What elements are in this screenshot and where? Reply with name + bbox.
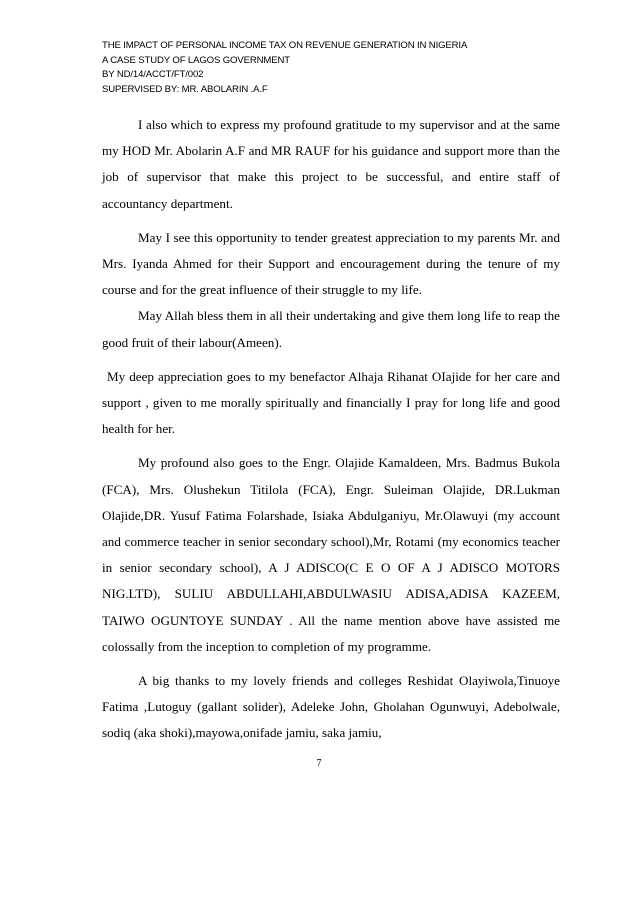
header-case-study: A CASE STUDY OF LAGOS GOVERNMENT bbox=[102, 54, 291, 66]
paragraph-gratitude-supervisor: I also which to express my profound gratitude to my supervisor and at the same my HOD Mr. Abolarin A.F and MR RAUF for his guidance and support more than the job of supervisor that make this project to be successful, and entire staff of accountancy department. bbox=[102, 117, 560, 211]
document-body bbox=[102, 112, 560, 747]
paragraph-benefactor: My deep appreciation goes to my benefactor Alhaja Rihanat OIajide for her care and support , given to me morally spiritually and financially I pray for long life and good health for her. bbox=[102, 368, 560, 437]
paragraph-parents: May I see this opportunity to tender greatest appreciation to my parents Mr. and Mrs. Iyanda Ahmed for their Support and encouragement during the tenure of my course and for the great influence of their struggle to my life. bbox=[102, 229, 560, 298]
header-student-id: BY ND/14/ACCT/FT/002 bbox=[102, 69, 204, 80]
paragraph-friends: A big thanks to my lovely friends and colleges Reshidat Olayiwola,Tinuoye Fatima ,Lutoguy (gallant solider), Adeleke John, Gholahan Ogunwuyi, Adebolwale, sodiq (aka shoki),mayowa,onifade jamiu, saka jamiu, bbox=[102, 673, 560, 741]
paragraph-blessing: May Allah bless them in all their undertaking and give them long life to reap the good fruit of their labour(Ameen). bbox=[102, 308, 560, 350]
page-number: 7 bbox=[316, 758, 322, 769]
header-title: THE IMPACT OF PERSONAL INCOME TAX ON REVENUE GENERATION IN NIGERIA bbox=[102, 40, 468, 51]
paragraph-acknowledged-people: My profound also goes to the Engr. Olajide Kamaldeen, Mrs. Badmus Bukola (FCA), Mrs. Olushekun Titilola (FCA), Engr. Suleiman Olajide, DR.Lukman Olajide,DR. Yusuf Fatima Folarshade, Isiaka Abdulganiyu, Mr.Olawuyi (my account and commerce teacher in senior secondary school),Mr, Rotami (my economics teacher in senior secondary school), A J ADISCO(C E O OF A J ADISCO MOTORS NIG.LTD), SULIU ABDULLAHI,ABDULWASIU ADISA,ADISA KAZEEM, TAIWO OGUNTOYE SUNDAY . All the name mention above have assisted me colossally from the inception to completion of my programme. bbox=[102, 455, 560, 654]
header-supervisor: SUPERVISED BY: MR. ABOLARIN .A.F bbox=[102, 83, 268, 95]
running-header bbox=[102, 39, 467, 97]
